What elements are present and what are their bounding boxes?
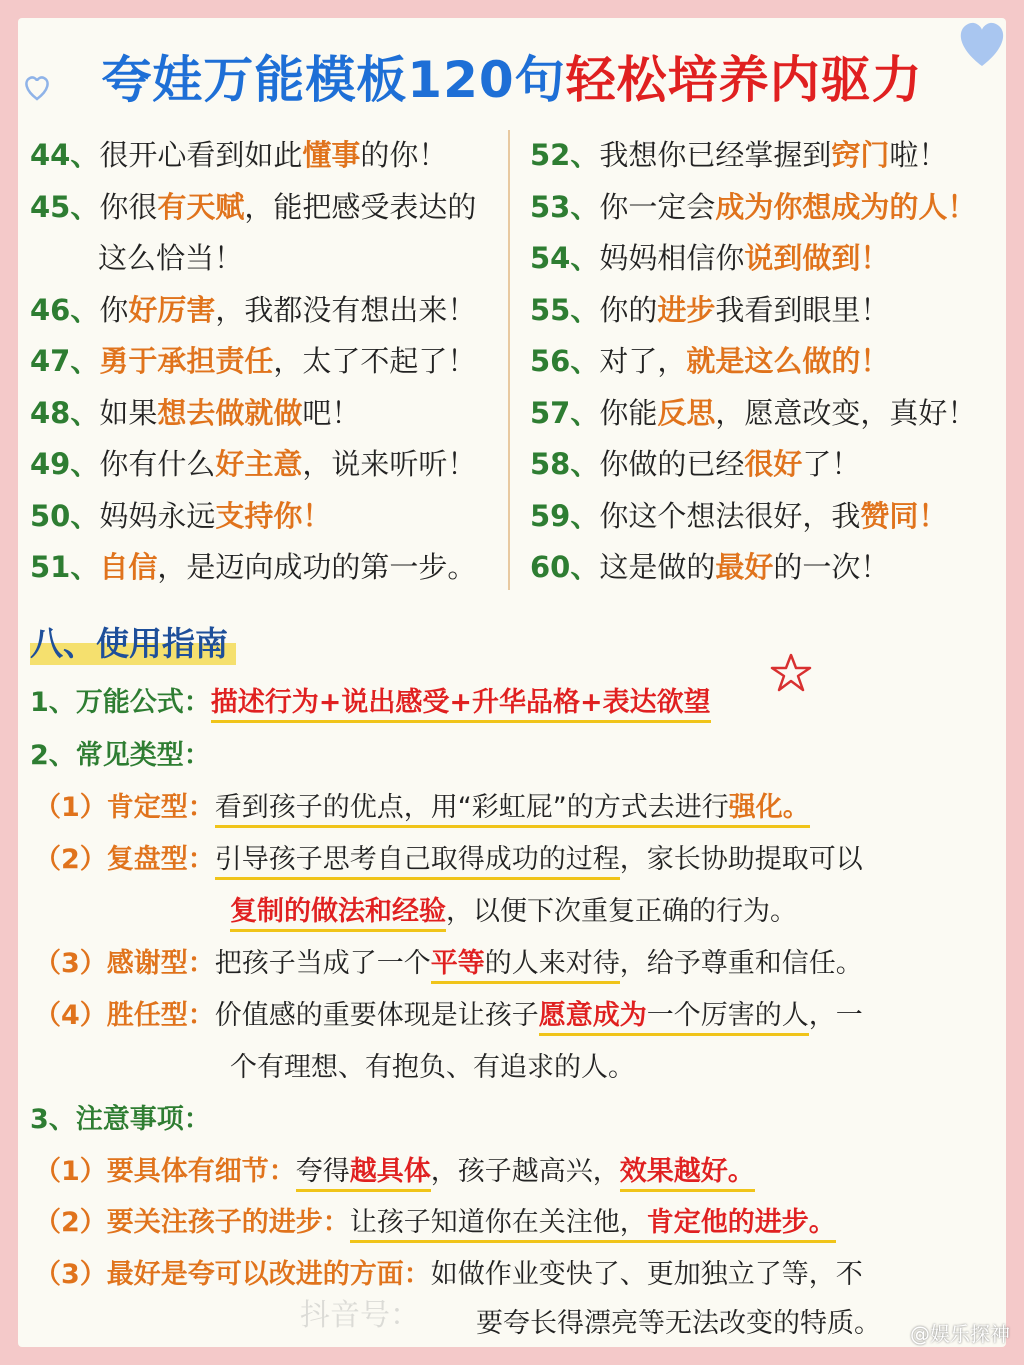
section-heading: 八、使用指南 xyxy=(30,616,236,665)
type-thanks-text3: ，给予尊重和信任。 xyxy=(619,948,863,979)
phrase-highlight: 赞同！ xyxy=(860,498,948,533)
phrase-number: 51、 xyxy=(30,550,100,584)
type-thanks xyxy=(34,941,863,980)
type-thanks-text: 把孩子当成了一个 xyxy=(214,948,431,979)
type-affirm-highlight: 强化。 xyxy=(729,792,810,828)
phrase-item xyxy=(530,130,1000,182)
phrase-item xyxy=(30,233,500,285)
formula-text: 描述行为+说出感受+升华品格+表达欲望 xyxy=(211,687,711,723)
phrase-text: 了！ xyxy=(802,447,861,481)
phrase-number: 59、 xyxy=(530,498,600,533)
phrase-text: ，能把感受表达的 xyxy=(244,189,477,224)
phrase-highlight: 说到做到！ xyxy=(744,241,890,275)
phrase-number: 58、 xyxy=(530,447,600,481)
guide-types-label xyxy=(30,733,211,772)
phrase-highlight: 就是这么做的！ xyxy=(686,344,890,378)
phrase-item xyxy=(30,542,500,594)
phrase-text: 你的 xyxy=(599,292,658,327)
type-thanks-highlight: 平等 xyxy=(431,948,485,984)
phrase-number: 60、 xyxy=(530,550,600,584)
note-progress-label: （2）要关注孩子的进步： xyxy=(34,1207,350,1238)
phrase-text: 你能 xyxy=(599,395,658,430)
phrase-highlight: 成为你想成为的人！ xyxy=(715,189,977,224)
phrase-text: 你做的已经 xyxy=(599,447,745,481)
note-improve xyxy=(34,1252,863,1291)
phrase-highlight: 想去做就做 xyxy=(157,395,303,430)
phrase-text: 妈妈相信你 xyxy=(599,241,745,275)
phrase-item xyxy=(530,182,1000,234)
watermark: 抖音号： xyxy=(300,1298,420,1333)
phrase-text: 的一次！ xyxy=(773,550,890,584)
phrase-text: 我看到眼里！ xyxy=(715,292,890,327)
phrase-highlight: 好主意 xyxy=(215,447,303,481)
type-competent-text2: 一个厉害的人 xyxy=(647,1000,809,1036)
phrase-item xyxy=(30,285,500,337)
type-review-cont xyxy=(230,889,797,928)
phrase-text: 你有什么 xyxy=(99,447,216,481)
phrase-text: 这么恰当！ xyxy=(98,241,244,275)
phrase-highlight: 很好 xyxy=(744,447,803,481)
title-part1: 夸娃万能模板120句 xyxy=(101,51,566,109)
type-thanks-label: （3）感谢型： xyxy=(34,948,215,979)
note-detail-highlight: 越具体 xyxy=(350,1156,431,1192)
phrase-text: ，我都没有想出来！ xyxy=(215,292,477,327)
phrase-number: 52、 xyxy=(530,138,600,172)
phrase-item xyxy=(30,182,500,234)
column-divider xyxy=(508,130,510,590)
phrase-text: 的你！ xyxy=(360,138,448,172)
phrase-item xyxy=(530,439,1000,491)
phrase-text: 我想你已经掌握到 xyxy=(599,138,832,172)
phrase-text: ，是迈向成功的第一步。 xyxy=(157,550,477,584)
phrase-item xyxy=(530,233,1000,285)
type-competent-highlight: 愿意成为 xyxy=(539,1000,647,1036)
note-improve-text2: 要夸长得漂亮等无法改变的特质。 xyxy=(476,1308,881,1339)
page-title xyxy=(0,40,1024,112)
note-improve-cont xyxy=(476,1301,881,1340)
phrase-item xyxy=(530,285,1000,337)
phrase-number: 57、 xyxy=(530,395,600,430)
phrase-text: 对了， xyxy=(599,344,687,378)
note-progress xyxy=(34,1200,836,1239)
type-competent-text: 价值感的重要体现是让孩子 xyxy=(214,1000,539,1031)
guide-notes-label xyxy=(30,1097,211,1136)
type-thanks-text2: 的人来对待 xyxy=(485,948,620,984)
phrase-number: 53、 xyxy=(530,189,600,224)
phrase-item xyxy=(30,439,500,491)
phrase-number: 47、 xyxy=(30,344,100,378)
phrase-item xyxy=(30,336,500,388)
type-affirm-text: 看到孩子的优点，用“彩虹屁”的方式去进行 xyxy=(215,792,729,828)
title-part2: 轻松培养内驱力 xyxy=(565,51,923,109)
type-review-highlight: 复制的做法和经验 xyxy=(230,896,446,932)
phrase-text: 妈妈永远 xyxy=(99,498,216,533)
phrase-text: 你这个想法很好，我 xyxy=(599,498,861,533)
type-competent xyxy=(34,993,863,1032)
type-competent-label: （4）胜任型： xyxy=(34,1000,215,1031)
note-improve-label: （3）最好是夸可以改进的方面： xyxy=(34,1259,431,1290)
phrase-number: 56、 xyxy=(530,344,600,378)
type-competent-cont xyxy=(230,1045,635,1084)
phrase-text: 如果 xyxy=(99,395,158,430)
note-progress-text: 让孩子知道你在关注他， xyxy=(350,1207,647,1243)
type-competent-text4: 个有理想、有抱负、有追求的人。 xyxy=(230,1052,635,1083)
phrase-highlight: 窍门 xyxy=(831,138,890,172)
note-progress-highlight: 肯定他的进步。 xyxy=(647,1207,836,1243)
phrase-text: 很开心看到如此 xyxy=(99,138,303,172)
phrase-text: 你 xyxy=(99,292,129,327)
phrase-highlight: 最好 xyxy=(715,550,774,584)
type-competent-text3: ，一 xyxy=(808,1000,863,1031)
phrase-number: 55、 xyxy=(530,292,600,327)
phrase-item xyxy=(530,336,1000,388)
phrase-number: 46、 xyxy=(30,292,100,327)
phrase-text: 吧！ xyxy=(302,395,361,430)
phrase-list-right xyxy=(530,130,1000,594)
phrase-highlight: 自信 xyxy=(99,550,158,584)
note-detail-highlight2: 效果越好。 xyxy=(620,1156,755,1192)
note-improve-text: 如做作业变快了、更加独立了等，不 xyxy=(430,1259,863,1290)
type-review-text: 引导孩子思考自己取得成功的过程 xyxy=(215,844,620,880)
note-detail-text2: ，孩子越高兴， xyxy=(430,1156,620,1187)
phrase-text: 这是做的 xyxy=(599,550,716,584)
phrase-item xyxy=(530,542,1000,594)
types-label: 2、常见类型： xyxy=(30,740,211,771)
phrase-text: ，太了不起了！ xyxy=(273,344,477,378)
phrase-text: 啦！ xyxy=(889,138,948,172)
note-detail xyxy=(34,1149,755,1188)
phrase-highlight: 进步 xyxy=(657,292,716,327)
phrase-text: ，说来听听！ xyxy=(302,447,477,481)
note-detail-text: 夸得 xyxy=(296,1156,350,1192)
type-review-text3: ，以便下次重复正确的行为。 xyxy=(446,896,797,927)
phrase-highlight: 支持你！ xyxy=(215,498,332,533)
type-review-text2: ，家长协助提取可以 xyxy=(619,844,863,875)
notes-label: 3、注意事项： xyxy=(30,1104,211,1135)
phrase-number: 49、 xyxy=(30,447,100,481)
phrase-item xyxy=(530,388,1000,440)
weibo-tag: @娱乐探神 xyxy=(910,1322,1010,1346)
phrase-highlight: 好厉害 xyxy=(128,292,216,327)
phrase-number: 50、 xyxy=(30,498,100,533)
type-affirm xyxy=(34,785,810,824)
phrase-item xyxy=(30,388,500,440)
phrase-text: 你很 xyxy=(99,189,158,224)
phrase-list-left xyxy=(30,130,500,594)
phrase-number: 48、 xyxy=(30,395,100,430)
type-affirm-label: （1）肯定型： xyxy=(34,792,215,823)
phrase-highlight: 勇于承担责任 xyxy=(99,344,274,378)
phrase-number: 44、 xyxy=(30,138,100,172)
phrase-item xyxy=(530,491,1000,543)
phrase-text: 你一定会 xyxy=(599,189,716,224)
type-review-label: （2）复盘型： xyxy=(34,844,215,875)
phrase-number: 54、 xyxy=(530,241,600,275)
type-review xyxy=(34,837,863,876)
phrase-highlight: 懂事 xyxy=(302,138,361,172)
phrase-highlight: 反思 xyxy=(657,395,716,430)
note-detail-label: （1）要具体有细节： xyxy=(34,1156,296,1187)
formula-label: 1、万能公式： xyxy=(30,687,211,718)
phrase-item xyxy=(30,130,500,182)
phrase-text: ，愿意改变，真好！ xyxy=(715,395,977,430)
guide-formula xyxy=(30,680,711,719)
phrase-number: 45、 xyxy=(30,189,100,224)
star-icon xyxy=(770,652,812,692)
phrase-highlight: 有天赋 xyxy=(157,189,245,224)
phrase-item xyxy=(30,491,500,543)
